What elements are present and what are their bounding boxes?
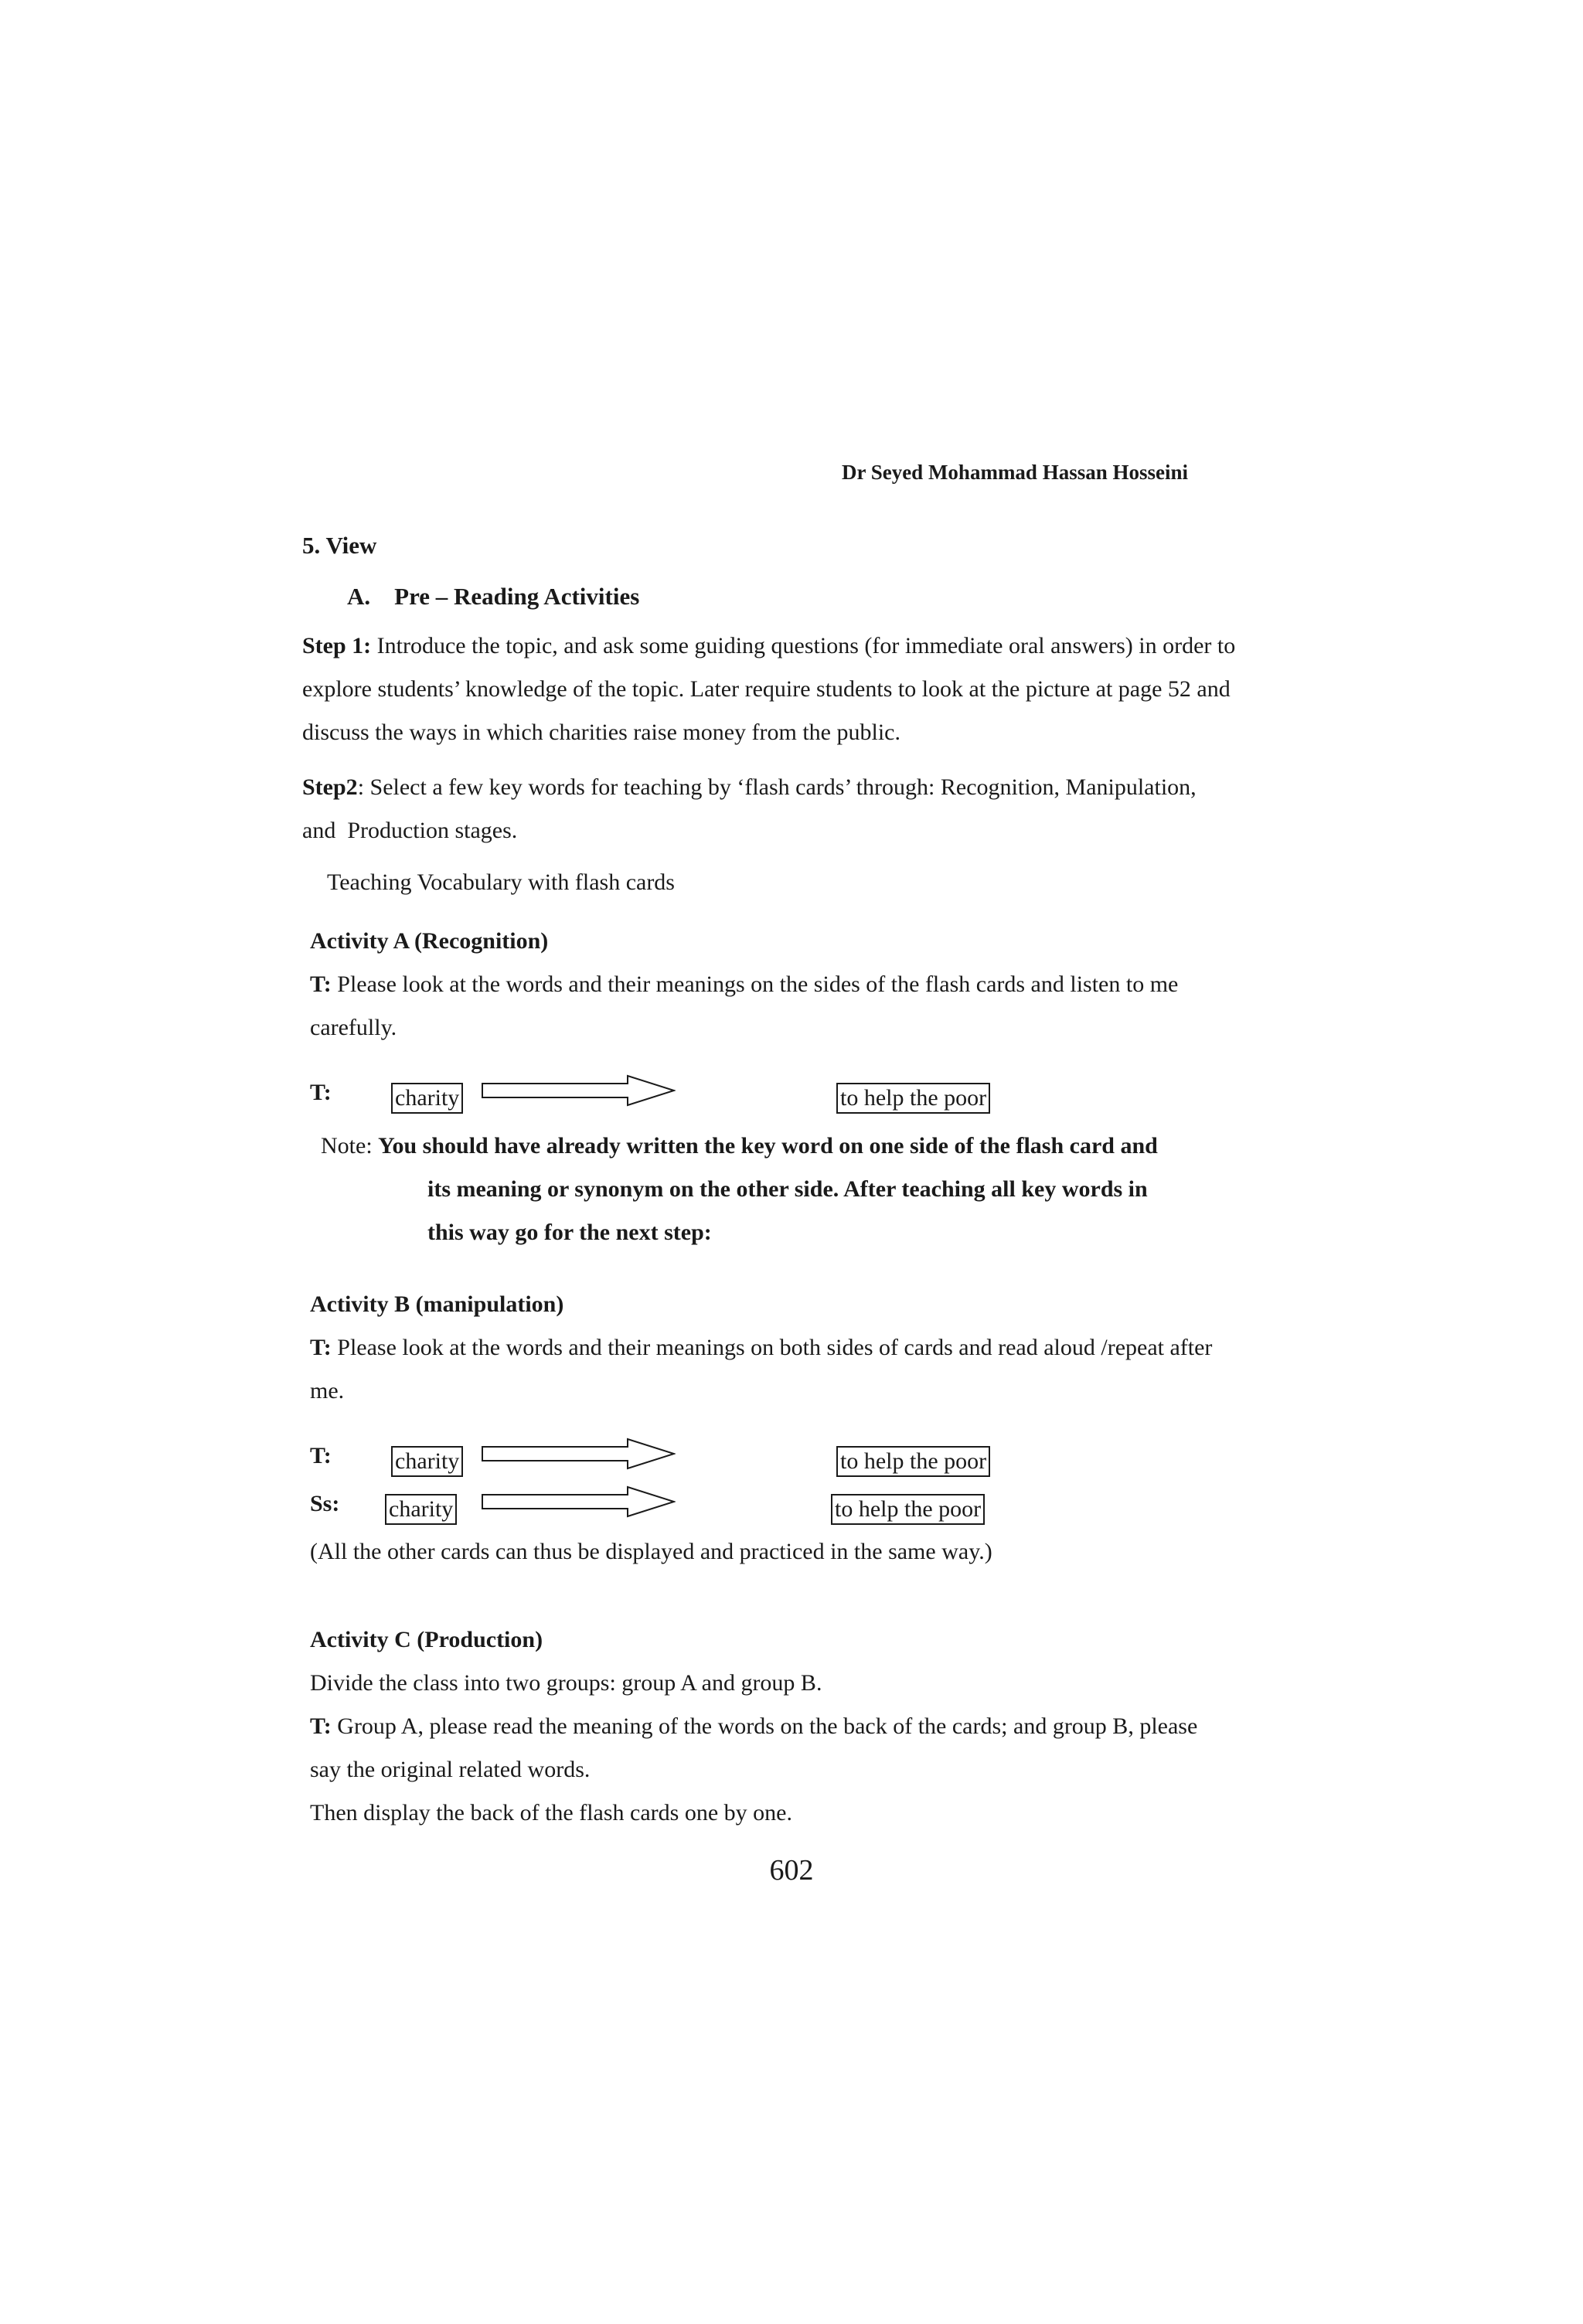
activity-c-then: Then display the back of the flash cards one by one.: [310, 1800, 792, 1826]
vocab-heading: Teaching Vocabulary with flash cards: [327, 869, 675, 895]
section-title: 5. View: [302, 532, 377, 559]
activity-a-card-meaning: [836, 1077, 990, 1120]
flash-card-meaning: to help the poor: [831, 1494, 985, 1525]
right-arrow-icon: [481, 1074, 676, 1107]
flash-card-meaning: to help the poor: [836, 1083, 990, 1114]
activity-b-footer: (All the other cards can thus be displayed and practiced in the same way.): [310, 1539, 992, 1564]
note-line-1: [321, 1133, 1158, 1159]
activity-c-divide: Divide the class into two groups: group A and group B.: [310, 1670, 822, 1696]
step1-text: Introduce the topic, and ask some guiding questions (for immediate oral answers) in order to explore students’ knowledge of the topic. Later require students to look at the picture at page 52 and discuss the ways in which charities raise money from the public.: [302, 633, 1236, 745]
step2-label: Step2: [302, 774, 358, 800]
activity-b-card2-meaning: [831, 1488, 985, 1531]
flash-card-word: charity: [391, 1446, 463, 1477]
activity-b-instruction-text: Please look at the words and their meanings on both sides of cards and read aloud /repeat after me.: [310, 1335, 1213, 1404]
activity-a-instruction-text: Please look at the words and their meanings on the sides of the flash cards and listen to me carefully.: [310, 971, 1179, 1040]
flash-card-word: charity: [391, 1083, 463, 1114]
note-label: Note:: [321, 1133, 379, 1159]
activity-b-card1-speaker: T:: [310, 1443, 332, 1468]
activity-c-instruction: [310, 1705, 1222, 1791]
activity-b-t-label: T:: [310, 1335, 332, 1360]
activity-c-instruction-text: Group A, please read the meaning of the words on the back of the cards; and group B, please say the original related words.: [310, 1713, 1198, 1782]
activity-b-card1-meaning: [836, 1440, 990, 1483]
running-header-author: Dr Seyed Mohammad Hassan Hosseini: [841, 461, 1188, 484]
activity-b-card2-speaker: Ss:: [310, 1491, 340, 1516]
activity-b-instruction: [310, 1326, 1237, 1413]
page-number: 602: [769, 1854, 814, 1887]
activity-b-title: Activity B (manipulation): [310, 1291, 564, 1317]
activity-a-title: Activity A (Recognition): [310, 928, 549, 954]
activity-a-t-label: T:: [310, 971, 332, 997]
note-line-2: its meaning or synonym on the other side. After teaching all key words in: [427, 1176, 1148, 1202]
note-text-1: You should have already written the key word on one side of the flash card and: [378, 1133, 1158, 1159]
note-line-3: this way go for the next step:: [427, 1220, 712, 1245]
activity-b-card2-word: [385, 1488, 457, 1531]
flash-card-meaning: to help the poor: [836, 1446, 990, 1477]
activity-a-instruction: [310, 963, 1230, 1050]
right-arrow-icon: [481, 1438, 676, 1470]
section-subtitle: A. Pre – Reading Activities: [347, 583, 640, 610]
activity-c-title: Activity C (Production): [310, 1627, 543, 1652]
step2-text: : Select a few key words for teaching by ‘flash cards’ through: Recognition, Manipulation, and Production stages.: [302, 774, 1197, 843]
flash-card-word: charity: [385, 1494, 457, 1525]
step1-paragraph: [302, 624, 1245, 754]
step1-label: Step 1:: [302, 633, 372, 658]
activity-c-t-label: T:: [310, 1713, 332, 1739]
step2-paragraph: [302, 766, 1214, 852]
right-arrow-icon: [481, 1485, 676, 1518]
activity-a-card-word: [391, 1077, 463, 1120]
activity-a-card-speaker: T:: [310, 1080, 332, 1105]
activity-b-card1-word: [391, 1440, 463, 1483]
